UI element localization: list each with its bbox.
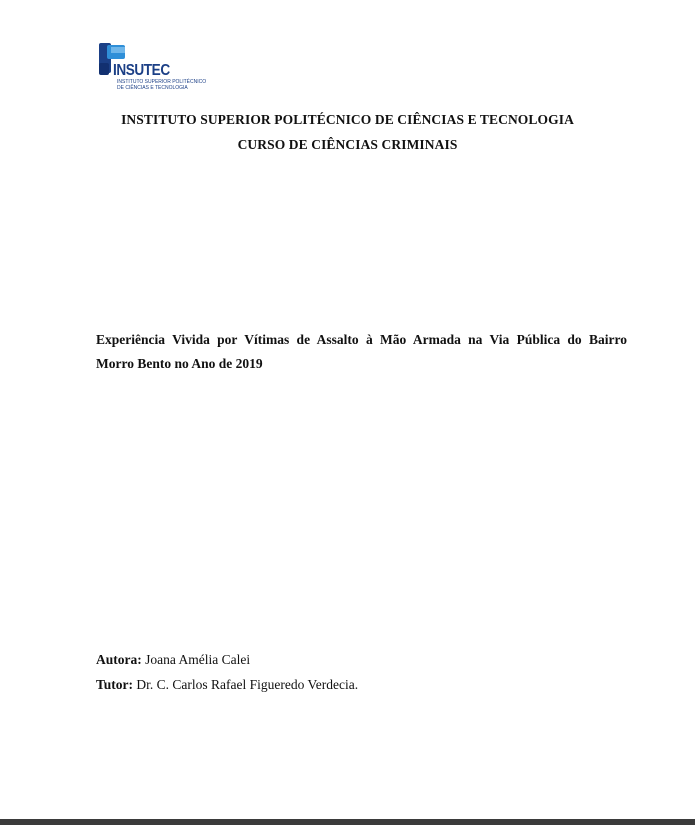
institution-name: INSTITUTO SUPERIOR POLITÉCNICO DE CIÊNCIAS E TECNOLOGIA bbox=[121, 112, 574, 127]
tutor-label: Tutor: bbox=[96, 677, 134, 692]
tutor-line bbox=[96, 677, 358, 693]
course-name: CURSO DE CIÊNCIAS CRIMINAIS bbox=[237, 137, 458, 152]
author-line bbox=[96, 652, 250, 668]
logo-subtitle-line1: INSTITUTO SUPERIOR POLITÉCNICO bbox=[117, 79, 207, 85]
author-name: Joana Amélia Calei bbox=[145, 652, 251, 667]
author-label: Autora: bbox=[96, 652, 142, 667]
thesis-title-line1: Experiência Vivida por Vítimas de Assalto à Mão Armada na Via Pública do Bairro bbox=[96, 332, 627, 347]
page-bottom-edge bbox=[0, 819, 695, 825]
tutor-name: Dr. C. Carlos Rafael Figueredo Verdecia. bbox=[136, 677, 359, 692]
logo-subtitle-line2: DE CIÊNCIAS E TECNOLOGIA bbox=[117, 85, 188, 91]
thesis-title-line2: Morro Bento no Ano de 2019 bbox=[96, 356, 263, 371]
insutec-logo bbox=[97, 40, 207, 94]
logo-wordmark: INSUTEC bbox=[113, 62, 170, 79]
